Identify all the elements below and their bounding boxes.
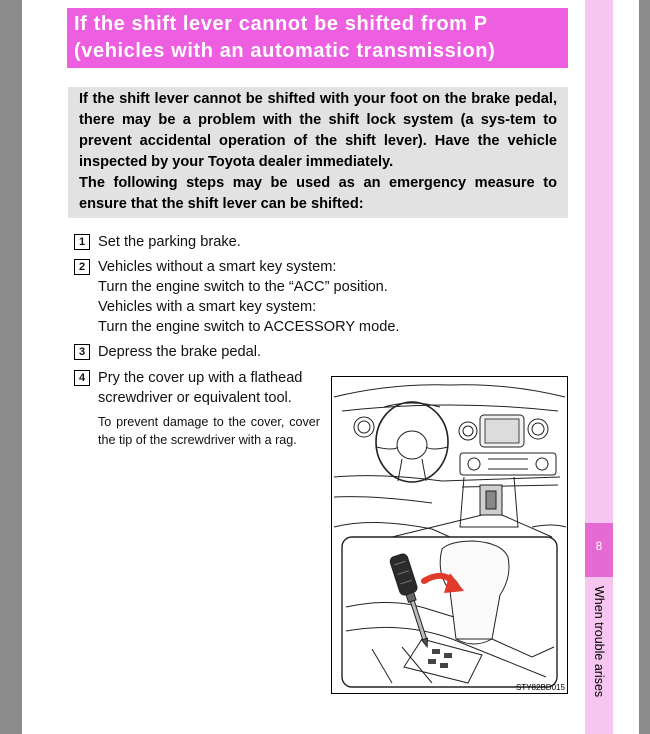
step-number-badge: 3 [74,344,90,360]
step-line: Pry the cover up with a flathead [98,370,303,386]
chapter-number-tab: 8 [585,523,613,577]
step-line: Turn the engine switch to ACCESSORY mode. [98,319,400,335]
chapter-title: When trouble arises [592,586,606,698]
figure-code: STY82BD015 [516,683,565,692]
step-line: Vehicles without a smart key system: [98,259,337,275]
step-text [98,368,302,408]
section-title [67,8,568,68]
step-line: Vehicles with a smart key system: [98,299,317,315]
warning-box [68,87,568,218]
step-line: screwdriver or equivalent tool. [98,390,292,406]
step-text [98,342,261,362]
step-text [98,232,241,252]
step-line: Turn the engine switch to the “ACC” position. [98,279,388,295]
step-number-badge: 4 [74,370,90,386]
step-number-badge: 1 [74,234,90,250]
step-line: Depress the brake pedal. [98,344,262,360]
section-title-line-1: If the shift lever cannot be shifted from P [74,13,488,35]
shift-lever-illustration [331,376,568,694]
dashboard-drawing [332,377,567,693]
warning-paragraph-1: If the shift lever cannot be shifted with your foot on the brake pedal, there may be a problem with the shift lock system (a sys-tem to prevent accidental operation of the shift lever). Have the vehicle inspected by your Toyota dealer immediately. [79,91,557,170]
step-line: Set the parking brake. [98,234,241,250]
step-text [98,257,400,337]
step-4-note: To prevent damage to the cover, cover the tip of the screwdriver with a rag. [98,415,320,447]
warning-paragraph-2: The following steps may be used as an emergency measure to ensure that the shift lever can be shifted: [79,175,557,212]
section-title-line-2: (vehicles with an automatic transmission) [74,40,496,62]
step-number-badge: 2 [74,259,90,275]
